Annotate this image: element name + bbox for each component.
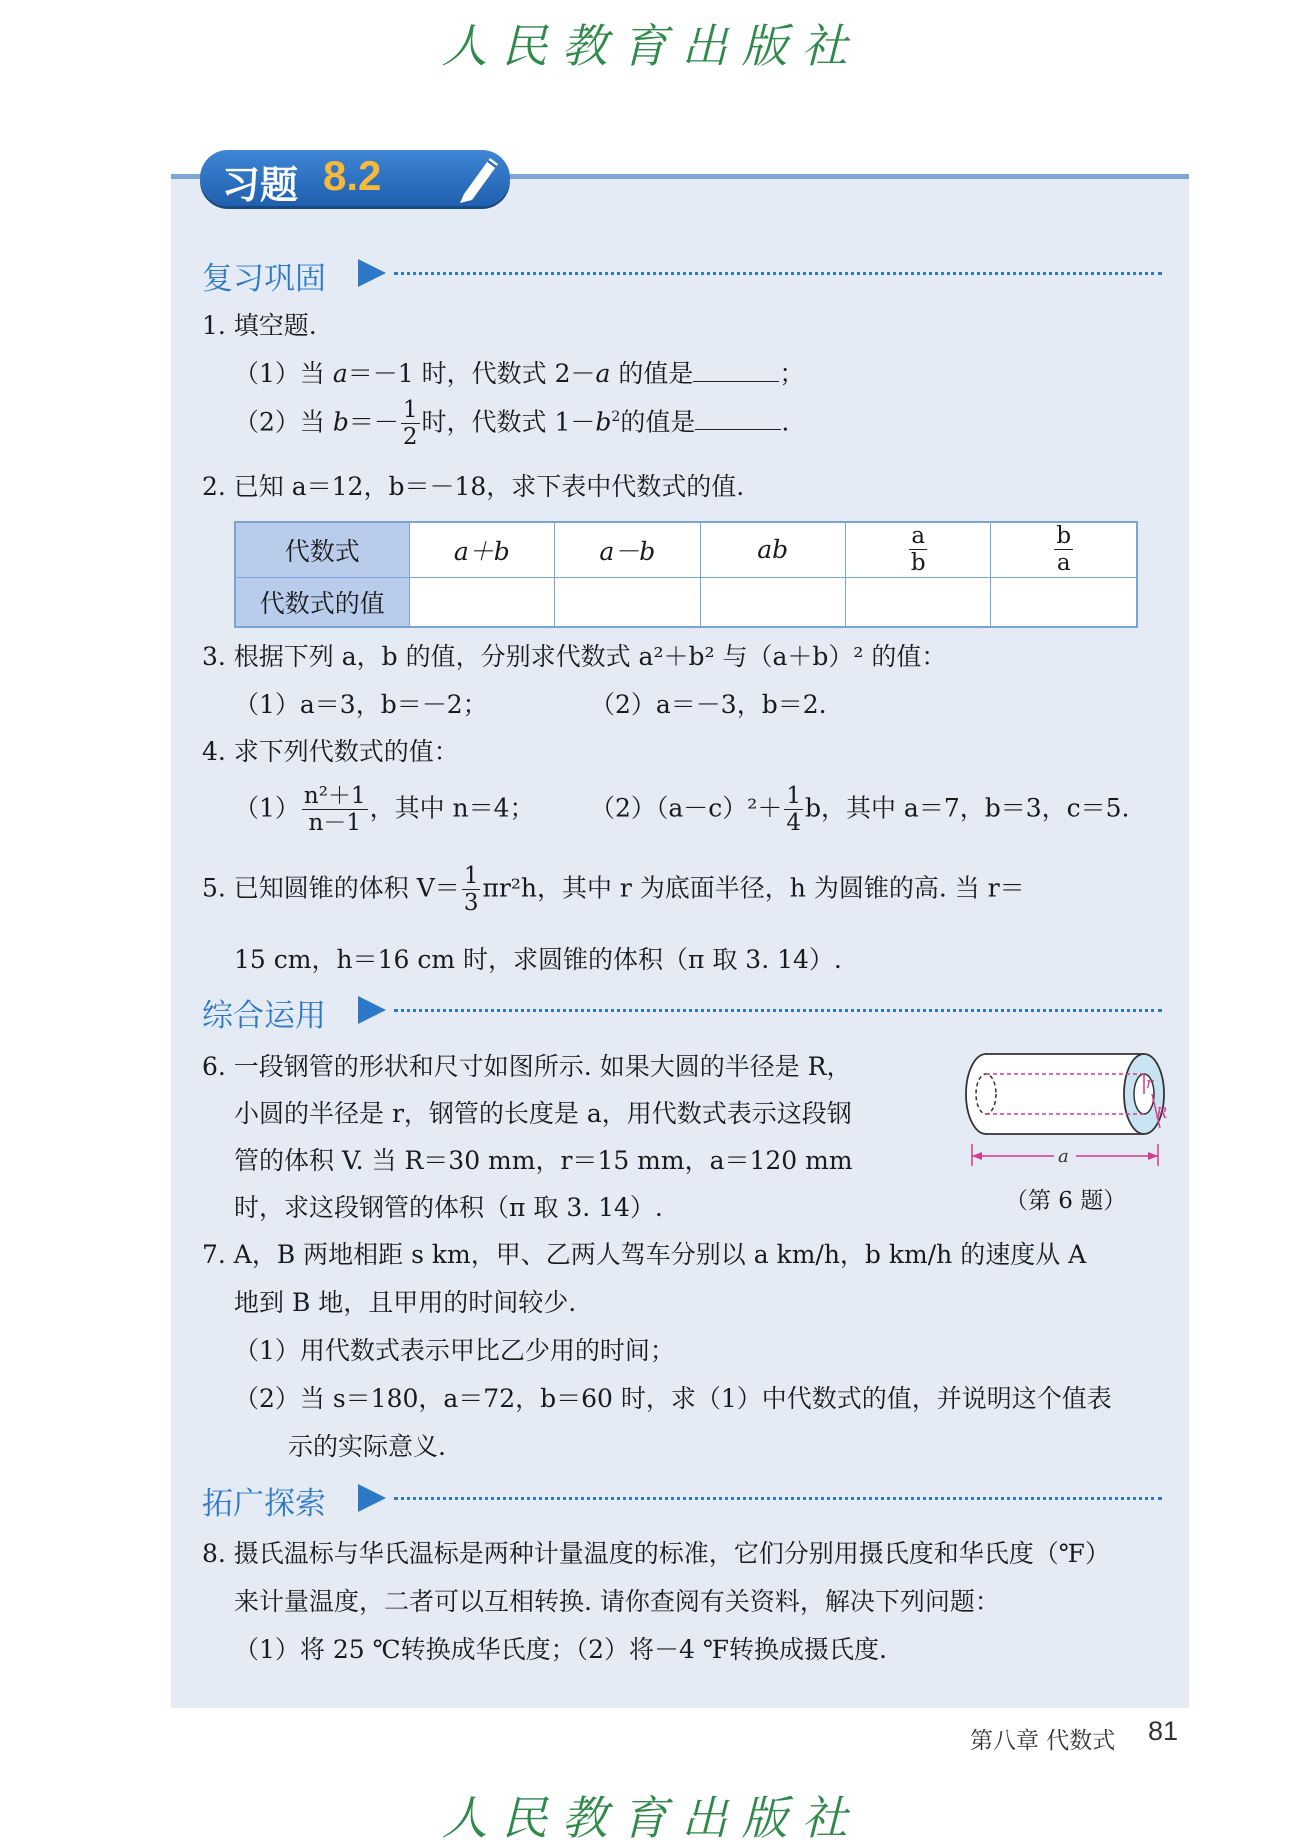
q7-line1: 7. A，B 两地相距 s km，甲、乙两人驾车分别以 a km/h，b km/h 的速度从 A [202, 1240, 1087, 1269]
q7-line4: （2）当 s＝180，a＝72，b＝60 时，求（1）中代数式的值，并说明这个值表 [234, 1384, 1112, 1413]
fraction: $\frac{1}{2}$ [402, 397, 418, 451]
section-review [202, 253, 1162, 297]
pencil-icon [452, 150, 502, 204]
exercise-number: 8.2 [323, 152, 382, 199]
table-answer-cell[interactable] [555, 577, 700, 627]
page-number: 81 [1148, 1716, 1179, 1746]
q7-line2: 地到 B 地，且甲用的时间较少. [234, 1288, 577, 1317]
table-answer-cell[interactable] [409, 577, 554, 627]
q7-line3: （1）用代数式表示甲比乙少用的时间； [234, 1336, 675, 1365]
figure-label-R: R [1156, 1104, 1168, 1122]
table-header-value: 代数式的值 [235, 577, 409, 627]
answer-blank[interactable] [695, 407, 781, 430]
answer-blank[interactable] [693, 359, 779, 382]
q6-line4: 时，求这段钢管的体积（π 取 3. 14）. [234, 1193, 663, 1222]
table-cell: $\frac{a}{b}$ [845, 522, 990, 577]
publisher-logo-top: 人民教育出版社 [441, 19, 862, 73]
q7-line5: 示的实际意义. [288, 1432, 446, 1461]
fraction: $\frac{1}{4}$ [786, 783, 801, 837]
section-dotted-rule [394, 1497, 1162, 1500]
figure-label-a: a [1058, 1146, 1069, 1167]
q8-line2: 来计量温度，二者可以互相转换. 请你查阅有关资料，解决下列问题： [234, 1587, 1000, 1616]
q4-part1: （1） $\frac{\text{n²＋1}}{n-1}$ ，其中 n＝4； [234, 783, 535, 837]
chapter-footer: 第八章 代数式 [970, 1728, 1116, 1754]
figure-caption: （第 6 题） [1005, 1188, 1127, 1214]
expression-table [234, 521, 1138, 628]
q6-line2: 小圆的半径是 r，钢管的长度是 a，用代数式表示这段钢 [234, 1099, 852, 1128]
table-header-expression: 代数式 [235, 522, 409, 577]
q2-stem: 2. 已知 a＝12，b＝－18，求下表中代数式的值. [202, 472, 745, 501]
section-apply [202, 990, 1162, 1034]
q4-stem: 4. 求下列代数式的值： [202, 737, 459, 766]
q6-line1: 6. 一段钢管的形状和尺寸如图所示. 如果大圆的半径是 R， [202, 1052, 852, 1081]
table-cell: ab [700, 522, 845, 577]
table-answer-cell[interactable] [991, 577, 1137, 627]
section-review-title: 复习巩固 [202, 261, 326, 297]
section-dotted-rule [394, 1009, 1162, 1012]
section-apply-title: 综合运用 [202, 998, 326, 1034]
q5-line1: 5. 已知圆锥的体积 V＝ $\frac{1}{3}$ πr²h，其中 r 为底面半径，h 为圆锥的高. 当 r＝ [202, 863, 1025, 917]
q8-line3: （1）将 25 ℃转换成华氏度；（2）将－4 ℉转换成摄氏度. [234, 1635, 887, 1664]
q3-stem: 3. 根据下列 a，b 的值，分别求代数式 a²＋b² 与（a＋b）² 的值： [202, 642, 947, 671]
table-answer-cell[interactable] [845, 577, 990, 627]
steel-pipe-figure [962, 1048, 1172, 1178]
table-answer-cell[interactable] [700, 577, 845, 627]
q6-line3: 管的体积 V. 当 R＝30 mm，r＝15 mm，a＝120 mm [234, 1146, 853, 1175]
q1-part2: （2）当 b＝－ $\frac{1}{2}$ 时，代数式 $1-b^2$的值是 . [234, 397, 790, 451]
section-arrow-icon [358, 996, 386, 1024]
section-dotted-rule [394, 272, 1162, 275]
q4-part2: （2）（a－c）²＋ $\frac{1}{4}$ b，其中 a＝7，b＝3，c＝5. [590, 783, 1130, 837]
publisher-logo-bottom: 人民教育出版社 [441, 1791, 862, 1845]
q5-line2: 15 cm，h＝16 cm 时，求圆锥的体积（π 取 3. 14）. [234, 945, 842, 974]
q3-part1: （1）a＝3，b＝－2； [234, 690, 488, 719]
figure-label-r: r [1146, 1074, 1154, 1092]
table-cell: a＋b [409, 522, 554, 577]
section-explore [202, 1478, 1162, 1522]
section-arrow-icon [358, 1484, 386, 1512]
table-cell: a－b [555, 522, 700, 577]
exercise-title: 习题 [222, 163, 299, 207]
fraction: $\frac{\text{n²＋1}}{n-1}$ [303, 783, 366, 837]
q8-line1: 8. 摄氏温标与华氏温标是两种计量温度的标准，它们分别用摄氏度和华氏度（℉） [202, 1539, 1110, 1568]
section-arrow-icon [358, 259, 386, 287]
q1-part1: （1）当 a＝－1 时，代数式 2－a 的值是 ； [234, 359, 805, 388]
fraction: $\frac{1}{3}$ [463, 863, 479, 917]
q3-part2: （2）a＝－3，b＝2. [590, 690, 827, 719]
section-explore-title: 拓广探索 [202, 1486, 326, 1522]
q1-stem: 1. 填空题. [202, 311, 317, 340]
table-cell: $\frac{b}{a}$ [991, 522, 1137, 577]
